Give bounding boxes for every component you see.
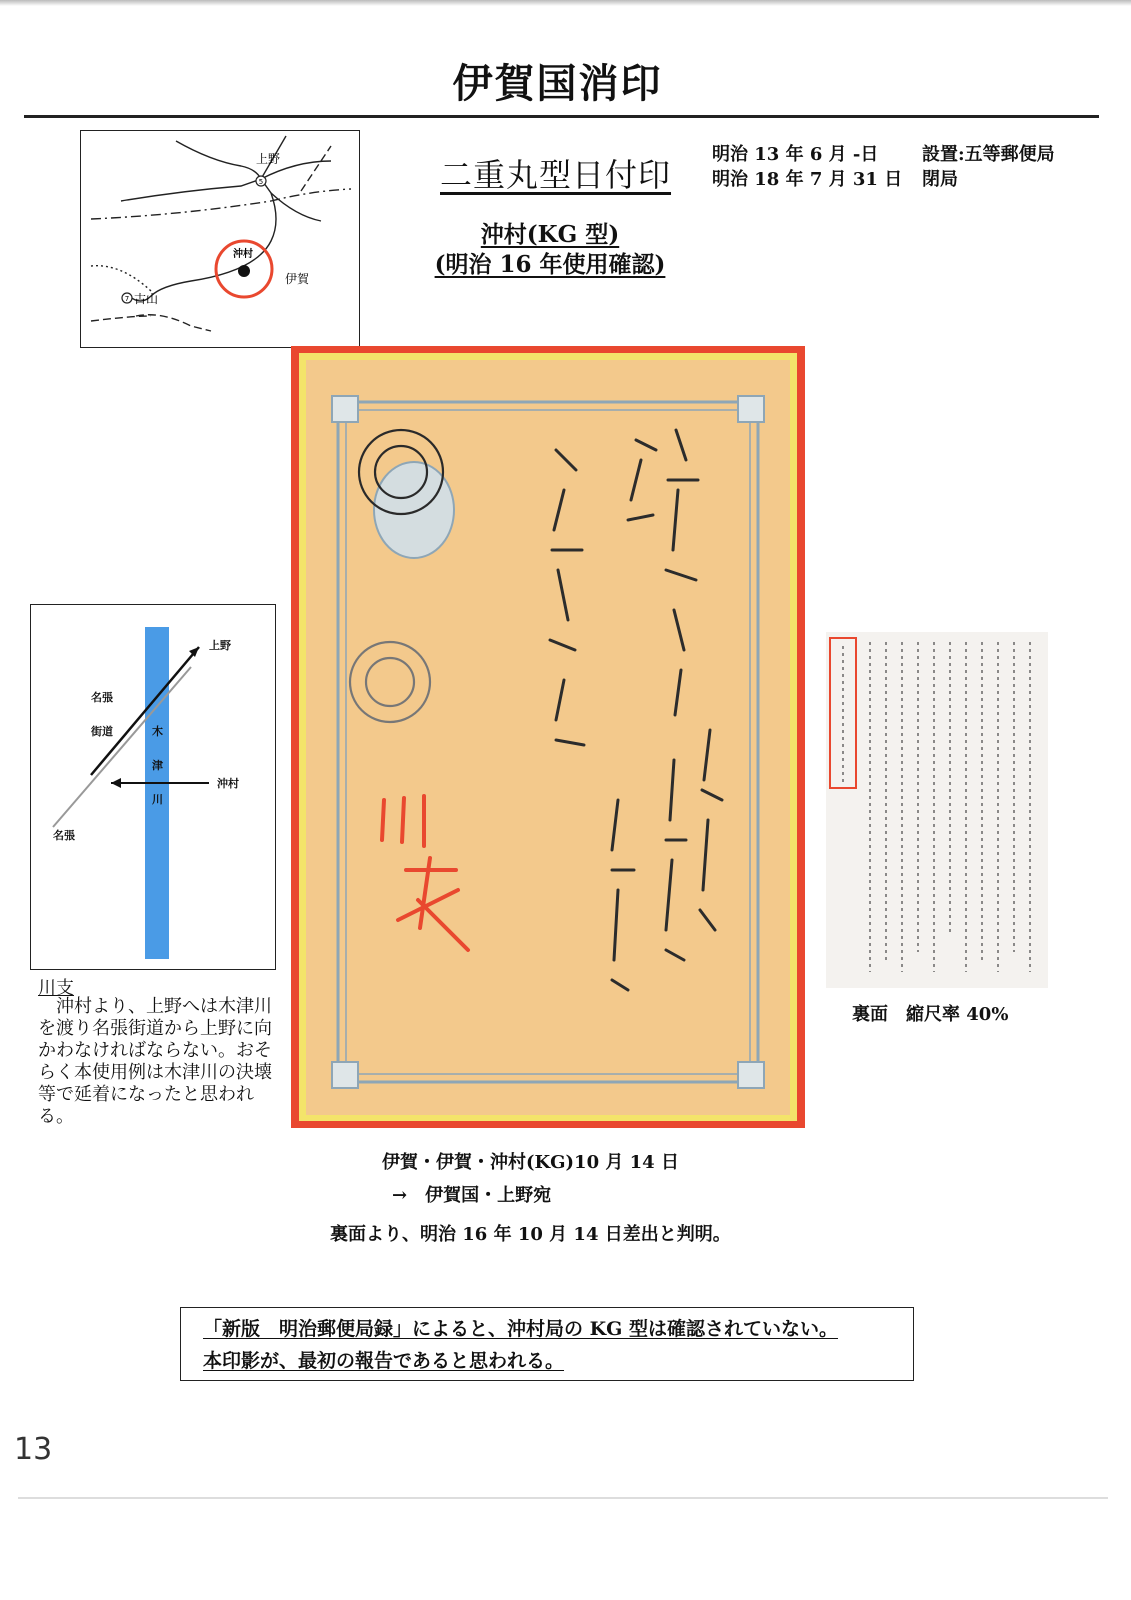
- postcard-image: [306, 360, 790, 1115]
- note-title: 川支: [38, 978, 74, 999]
- okimura-dot: [238, 265, 250, 277]
- postcard-drawing: [306, 360, 790, 1115]
- locality-map-drawing: [81, 131, 359, 347]
- river-label-tsu: 津: [152, 759, 163, 772]
- reverse-side-image: [826, 632, 1048, 988]
- river-label-okimura: 沖村: [217, 777, 239, 790]
- section-title: 二重丸型日付印: [440, 156, 672, 194]
- opened-label: 設置:五等郵便局: [922, 144, 1055, 165]
- reference-note-line-2: 本印影が、最初の報告であると思われる。: [203, 1350, 565, 1372]
- river-label-nabari-1: 名張: [91, 691, 113, 704]
- map-label-iga: 伊賀: [285, 272, 310, 286]
- river-label-kaido: 街道: [91, 725, 113, 738]
- office-dates: [712, 142, 1055, 192]
- scan-top-edge: [0, 0, 1131, 6]
- destination-caption: → 伊賀国・上野宛: [392, 1185, 552, 1206]
- reverse-side-drawing: [826, 632, 1048, 988]
- map-label-ueno: 上野: [256, 152, 281, 166]
- river-label-nabari-2: 名張: [53, 829, 75, 842]
- page-title: 伊賀国消印: [452, 60, 663, 107]
- note-text: 沖村より、上野へは木津川を渡り名張街道から上野に向かわなければならない。おそらく本使用例は木津川の決壊等で延着になったと思われる。: [38, 996, 272, 1127]
- reference-note-box: [180, 1307, 914, 1381]
- dating-caption: 裏面より、明治 16 年 10 月 14 日差出と判明。: [330, 1224, 731, 1245]
- title-rule: [24, 115, 1099, 118]
- locality-map: [80, 130, 360, 348]
- river-label-ueno: 上野: [209, 639, 231, 652]
- page-number: 13: [14, 1432, 53, 1467]
- map-label-koyama: 古山: [134, 292, 159, 306]
- closed-label: 閉局: [922, 169, 958, 190]
- river-label-kawa: 川: [152, 793, 163, 806]
- river-label-ki: 木: [152, 725, 163, 738]
- subtitle-usage: (明治 16 年使用確認): [434, 251, 666, 278]
- bottom-rule: [18, 1497, 1108, 1499]
- map-label-okimura: 沖村: [233, 249, 253, 260]
- subtitle-type: 沖村(KG 型): [480, 221, 620, 248]
- nabari-road-gray: [53, 667, 191, 827]
- map-route-number-7: 7: [124, 295, 130, 303]
- opened-date: 明治 13 年 6 月 -日: [712, 144, 879, 165]
- postmark-caption: 伊賀・伊賀・沖村(KG)10 月 14 日: [382, 1152, 679, 1173]
- reference-note-line-1: 「新版 明治郵便局録」によると、沖村局の KG 型は確認されていない。: [203, 1318, 838, 1340]
- closed-date: 明治 18 年 7 月 31 日: [712, 169, 903, 190]
- river-crossing-diagram: [30, 604, 276, 970]
- reverse-caption: 裏面 縮尺率 40%: [852, 1004, 1009, 1025]
- map-route-number: 5: [258, 178, 264, 186]
- cancel-type-subtitle: [420, 220, 680, 280]
